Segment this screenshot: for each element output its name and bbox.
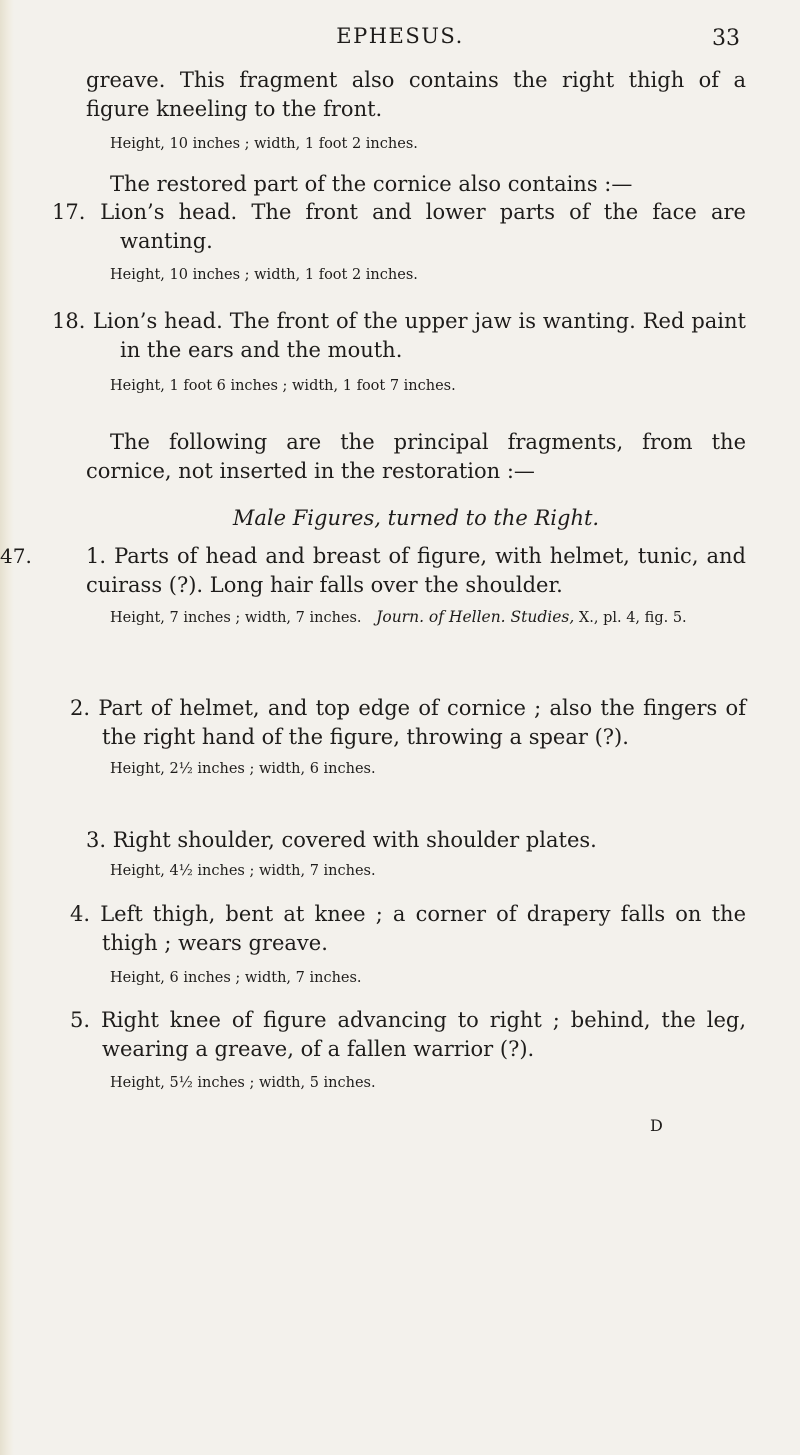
fragment-number: 5. xyxy=(70,1008,91,1032)
fragment-1 xyxy=(86,542,746,628)
page-header xyxy=(0,24,800,54)
fragment-2-measure: Height, 2½ inches ; width, 6 inches. xyxy=(110,761,376,777)
continuation-text: greave. This fragment also contains the right thigh of a figure kneeling to the front. xyxy=(86,68,746,121)
fragment-3 xyxy=(86,826,746,881)
fragment-description: Part of helmet, and top edge of cornice ; also the fingers of the right hand of the figure, throwing a spear (?). xyxy=(98,696,746,749)
fragment-4-measure: Height, 6 inches ; width, 7 inches. xyxy=(110,970,362,986)
fragment-2-text xyxy=(70,694,746,752)
running-head: EPHESUS. xyxy=(336,24,464,48)
fragment-5 xyxy=(70,1006,746,1093)
continuation-measure: Height, 10 inches ; width, 1 foot 2 inches. xyxy=(110,136,418,152)
fragment-number: 1. xyxy=(86,544,107,568)
entry-18-text: 18. Lion’s head. The front of the upper jaw is wanting. Red paint in the ears and the mouth. xyxy=(52,309,746,362)
fragments-intro: The following are the principal fragments, from the cornice, not inserted in the restoration :— xyxy=(86,430,746,483)
page-number: 33 xyxy=(712,26,740,51)
fragment-2 xyxy=(70,694,746,779)
fragment-1-measure xyxy=(110,607,746,628)
margin-number: 47. xyxy=(0,544,32,568)
measure-text: Height, 7 inches ; width, 7 inches. xyxy=(110,610,362,626)
signature-mark: D xyxy=(650,1116,663,1135)
fragment-4 xyxy=(70,900,746,988)
journal-reference: Journ. of Hellen. Studies, xyxy=(376,608,575,626)
entry-18-measure: Height, 1 foot 6 inches ; width, 1 foot 7 inches. xyxy=(110,378,456,394)
fragment-3-text xyxy=(86,826,746,855)
fragment-4-text xyxy=(70,900,746,958)
fragment-number: 4. xyxy=(70,902,91,926)
entry-description: Lion’s head. The front of the upper jaw is wanting. Red paint in the ears and the mouth. xyxy=(92,309,746,362)
restored-intro: The restored part of the cornice also contains :— xyxy=(110,172,633,196)
fragment-description: Left thigh, bent at knee ; a corner of drapery falls on the thigh ; wears greave. xyxy=(100,902,746,955)
fragment-5-text xyxy=(70,1006,746,1064)
fragment-description: Parts of head and breast of figure, with helmet, tunic, and cuirass (?). Long hair falls over the shoulder. xyxy=(86,544,746,597)
fragment-3-measure: Height, 4½ inches ; width, 7 inches. xyxy=(110,863,376,879)
fragment-description: Right knee of figure advancing to right ; behind, the leg, wearing a greave, of a fallen warrior (?). xyxy=(100,1008,746,1061)
section-heading: Male Figures, turned to the Right. xyxy=(232,506,600,530)
fragment-5-measure: Height, 5½ inches ; width, 5 inches. xyxy=(110,1075,376,1091)
entry-description: Lion’s head. The front and lower parts of the face are wanting. xyxy=(100,200,746,253)
entry-17 xyxy=(52,198,746,285)
fragment-number: 2. xyxy=(70,696,91,720)
journal-reference-tail: X., pl. 4, fig. 5. xyxy=(578,610,687,626)
entry-17-measure: Height, 10 inches ; width, 1 foot 2 inches. xyxy=(110,267,418,283)
fragment-number: 3. xyxy=(86,828,107,852)
entry-17-text: 17. Lion’s head. The front and lower parts of the face are wanting. xyxy=(52,200,746,253)
fragment-1-text xyxy=(86,542,746,600)
entry-18 xyxy=(52,307,746,396)
fragment-description: Right shoulder, covered with shoulder plates. xyxy=(112,828,597,852)
